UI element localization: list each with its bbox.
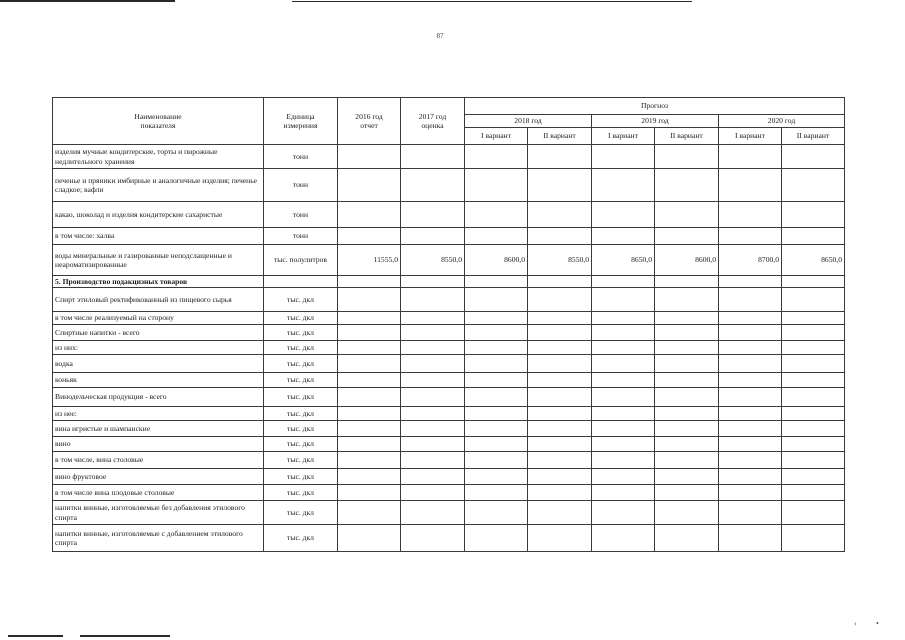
row-value — [401, 355, 465, 373]
row-value — [528, 145, 592, 169]
row-value — [782, 169, 845, 202]
row-value — [465, 341, 528, 355]
header-2020: 2020 год — [719, 115, 845, 128]
row-value — [719, 288, 782, 312]
row-value — [528, 501, 592, 525]
row-value — [401, 202, 465, 228]
row-value — [338, 421, 401, 437]
row-unit: тыс. дкл — [264, 437, 338, 452]
header-2018: 2018 год — [465, 115, 592, 128]
row-value — [782, 485, 845, 501]
row-value — [592, 145, 655, 169]
forecast-table — [52, 97, 845, 552]
row-value — [465, 501, 528, 525]
row-value — [719, 437, 782, 452]
row-value — [465, 469, 528, 485]
row-value — [592, 437, 655, 452]
row-value — [719, 469, 782, 485]
row-unit: тыс. дкл — [264, 388, 338, 407]
row-value: 8600,0 — [655, 245, 719, 276]
row-value — [528, 452, 592, 469]
table-row — [53, 312, 845, 325]
row-value — [782, 501, 845, 525]
row-value — [338, 373, 401, 388]
row-value — [655, 341, 719, 355]
row-unit: тыс. дкл — [264, 355, 338, 373]
row-value — [465, 169, 528, 202]
row-value — [338, 525, 401, 552]
row-value — [465, 325, 528, 341]
row-value — [719, 325, 782, 341]
header-forecast: Прогноз — [465, 98, 845, 115]
row-value — [528, 202, 592, 228]
header-variant-1: I вариант — [719, 128, 782, 145]
header-row-1 — [53, 98, 845, 115]
row-value — [528, 373, 592, 388]
row-unit: тыс. дкл — [264, 452, 338, 469]
row-value — [465, 355, 528, 373]
row-value — [465, 228, 528, 245]
row-name: 5. Производство подакцизных товаров — [53, 276, 264, 288]
header-2017: 2017 год оценка — [401, 98, 465, 145]
top-scan-line-left — [0, 0, 175, 2]
table-row — [53, 373, 845, 388]
row-value — [655, 355, 719, 373]
table-row — [53, 276, 845, 288]
row-value — [592, 452, 655, 469]
row-value — [719, 452, 782, 469]
row-value — [528, 388, 592, 407]
row-value — [782, 355, 845, 373]
row-value — [338, 452, 401, 469]
row-value — [401, 407, 465, 421]
row-value — [655, 485, 719, 501]
row-value — [655, 469, 719, 485]
row-value — [528, 169, 592, 202]
row-value — [782, 469, 845, 485]
row-value — [655, 501, 719, 525]
row-value — [655, 437, 719, 452]
row-value — [719, 501, 782, 525]
row-value — [592, 407, 655, 421]
bottom-scan-line-left — [8, 635, 63, 637]
table-row — [53, 288, 845, 312]
row-value — [401, 388, 465, 407]
row-value — [338, 485, 401, 501]
row-name: Спиртные напитки - всего — [53, 325, 264, 341]
row-value — [338, 437, 401, 452]
row-value: 11555,0 — [338, 245, 401, 276]
table-row — [53, 245, 845, 276]
row-value — [782, 312, 845, 325]
row-value — [401, 169, 465, 202]
row-value — [338, 276, 401, 288]
row-unit: тонн — [264, 169, 338, 202]
row-value — [465, 288, 528, 312]
row-unit: тыс. дкл — [264, 373, 338, 388]
row-name: Спирт этиловый ректификованный из пищевого сырья — [53, 288, 264, 312]
row-value — [592, 312, 655, 325]
row-value — [655, 288, 719, 312]
row-value — [401, 525, 465, 552]
row-unit: тонн — [264, 145, 338, 169]
row-name: вино — [53, 437, 264, 452]
row-value — [401, 145, 465, 169]
table-row — [53, 341, 845, 355]
row-value — [338, 169, 401, 202]
row-value — [465, 312, 528, 325]
row-value: 8650,0 — [782, 245, 845, 276]
row-value — [528, 525, 592, 552]
row-unit: тыс. дкл — [264, 485, 338, 501]
row-value — [338, 407, 401, 421]
row-value — [592, 485, 655, 501]
header-variant-2: II вариант — [528, 128, 592, 145]
table-row — [53, 485, 845, 501]
row-value — [592, 525, 655, 552]
row-name: печенье и пряники имбирные и аналогичные изделия; печенье сладкое; вафли — [53, 169, 264, 202]
row-value — [719, 355, 782, 373]
row-value — [655, 145, 719, 169]
row-value — [782, 288, 845, 312]
row-value — [592, 276, 655, 288]
row-value — [592, 501, 655, 525]
row-value — [401, 421, 465, 437]
page-number: 87 — [436, 32, 444, 40]
row-value — [782, 325, 845, 341]
row-value — [338, 469, 401, 485]
row-value — [655, 312, 719, 325]
row-value — [465, 421, 528, 437]
table-row — [53, 325, 845, 341]
row-value — [528, 228, 592, 245]
row-value — [338, 341, 401, 355]
row-value — [528, 325, 592, 341]
row-value — [401, 325, 465, 341]
row-value — [401, 437, 465, 452]
row-value — [401, 228, 465, 245]
header-variant-2: II вариант — [655, 128, 719, 145]
row-value — [465, 145, 528, 169]
row-name: изделия мучные кондитерские, торты и пирожные недлительного хранения — [53, 145, 264, 169]
row-value — [338, 325, 401, 341]
row-value — [655, 169, 719, 202]
row-name: в том числе: халва — [53, 228, 264, 245]
row-value — [592, 169, 655, 202]
table-row — [53, 202, 845, 228]
row-value — [782, 407, 845, 421]
row-value — [528, 288, 592, 312]
row-value — [465, 373, 528, 388]
row-unit: тыс. дкл — [264, 288, 338, 312]
row-unit: тыс. дкл — [264, 341, 338, 355]
row-value — [592, 341, 655, 355]
row-name: Винодельческая продукция - всего — [53, 388, 264, 407]
row-value — [782, 145, 845, 169]
row-value — [655, 421, 719, 437]
row-value — [782, 373, 845, 388]
table-row — [53, 228, 845, 245]
row-value — [465, 437, 528, 452]
row-name: из них: — [53, 341, 264, 355]
row-value — [401, 373, 465, 388]
table-row — [53, 525, 845, 552]
row-value — [592, 373, 655, 388]
row-name: воды минеральные и газированные неподслащенные и неароматизированные — [53, 245, 264, 276]
row-value — [782, 202, 845, 228]
row-name: коньяк — [53, 373, 264, 388]
row-value — [465, 388, 528, 407]
row-unit: тыс. дкл — [264, 501, 338, 525]
header-variant-2: II вариант — [782, 128, 845, 145]
row-value — [719, 485, 782, 501]
row-value — [719, 228, 782, 245]
row-name: напитки винные, изготовляемые без добавления этилового спирта — [53, 501, 264, 525]
row-value — [338, 228, 401, 245]
row-unit: тыс. дкл — [264, 407, 338, 421]
row-value: 8600,0 — [465, 245, 528, 276]
header-2016: 2016 год отчет — [338, 98, 401, 145]
table-row — [53, 452, 845, 469]
table-row — [53, 169, 845, 202]
row-name: из нее: — [53, 407, 264, 421]
row-value — [528, 485, 592, 501]
row-value — [592, 388, 655, 407]
table-row — [53, 469, 845, 485]
row-name: какао, шоколад и изделия кондитерские сахаристые — [53, 202, 264, 228]
row-name: в том числе вина плодовые столовые — [53, 485, 264, 501]
row-value — [465, 525, 528, 552]
header-unit: Единица измерения — [264, 98, 338, 145]
row-value — [655, 525, 719, 552]
row-value — [655, 276, 719, 288]
header-variant-1: I вариант — [465, 128, 528, 145]
row-value — [719, 525, 782, 552]
row-name: напитки винные, изготовляемые с добавлением этилового спирта — [53, 525, 264, 552]
row-name: вино фруктовое — [53, 469, 264, 485]
row-value — [782, 525, 845, 552]
row-value — [719, 407, 782, 421]
row-value — [782, 276, 845, 288]
row-value — [782, 452, 845, 469]
row-name: водка — [53, 355, 264, 373]
table-row — [53, 421, 845, 437]
row-value — [782, 421, 845, 437]
row-value — [401, 288, 465, 312]
row-value — [338, 312, 401, 325]
row-value — [719, 373, 782, 388]
scan-marks: ‹ • — [854, 619, 879, 628]
row-value — [719, 202, 782, 228]
row-value — [655, 325, 719, 341]
row-value — [592, 325, 655, 341]
table-row — [53, 145, 845, 169]
row-value — [528, 407, 592, 421]
row-unit: тыс. дкл — [264, 325, 338, 341]
row-value — [338, 388, 401, 407]
table-row — [53, 501, 845, 525]
row-value — [465, 276, 528, 288]
row-value — [338, 145, 401, 169]
bottom-scan-line-right — [80, 635, 170, 637]
row-value — [655, 388, 719, 407]
row-value: 8550,0 — [528, 245, 592, 276]
row-value — [719, 388, 782, 407]
row-value — [719, 312, 782, 325]
row-name: вина игристые и шампанские — [53, 421, 264, 437]
row-value — [465, 202, 528, 228]
row-value — [338, 288, 401, 312]
row-value — [401, 485, 465, 501]
row-name: в том числе реализуемый на сторону — [53, 312, 264, 325]
row-unit: тыс. полулитров — [264, 245, 338, 276]
row-value — [719, 341, 782, 355]
row-value — [528, 437, 592, 452]
row-name: в том числе, вина столовые — [53, 452, 264, 469]
row-value — [782, 228, 845, 245]
row-value — [719, 169, 782, 202]
row-unit: тыс. дкл — [264, 469, 338, 485]
row-value: 8650,0 — [592, 245, 655, 276]
header-variant-1: I вариант — [592, 128, 655, 145]
top-scan-line-right — [292, 1, 692, 2]
table-body — [53, 145, 845, 552]
row-value — [401, 312, 465, 325]
row-value — [338, 501, 401, 525]
table-row — [53, 355, 845, 373]
row-value — [782, 437, 845, 452]
row-unit: тонн — [264, 202, 338, 228]
row-value: 8700,0 — [719, 245, 782, 276]
row-value — [465, 407, 528, 421]
row-value — [655, 228, 719, 245]
row-value — [655, 202, 719, 228]
row-value — [782, 341, 845, 355]
row-value — [592, 355, 655, 373]
row-value — [719, 276, 782, 288]
row-value — [719, 145, 782, 169]
row-unit: тонн — [264, 228, 338, 245]
table-row — [53, 437, 845, 452]
row-value — [528, 355, 592, 373]
row-unit: тыс. дкл — [264, 421, 338, 437]
row-value — [592, 228, 655, 245]
row-value — [592, 469, 655, 485]
row-value — [528, 312, 592, 325]
row-value — [719, 421, 782, 437]
row-value — [401, 501, 465, 525]
row-value — [592, 421, 655, 437]
row-value — [465, 485, 528, 501]
table-row — [53, 407, 845, 421]
row-value — [465, 452, 528, 469]
row-value — [782, 388, 845, 407]
row-value — [528, 421, 592, 437]
row-value — [528, 341, 592, 355]
row-value — [528, 276, 592, 288]
row-value — [655, 452, 719, 469]
row-value — [655, 407, 719, 421]
row-unit — [264, 276, 338, 288]
row-value — [338, 355, 401, 373]
header-2019: 2019 год — [592, 115, 719, 128]
header-name: Наименование показателя — [53, 98, 264, 145]
row-value — [401, 341, 465, 355]
row-value — [655, 373, 719, 388]
table-row — [53, 388, 845, 407]
row-unit: тыс. дкл — [264, 312, 338, 325]
row-value — [528, 469, 592, 485]
row-value — [401, 469, 465, 485]
row-unit: тыс. дкл — [264, 525, 338, 552]
row-value — [401, 276, 465, 288]
row-value — [592, 202, 655, 228]
row-value — [338, 202, 401, 228]
row-value — [592, 288, 655, 312]
row-value — [401, 452, 465, 469]
row-value: 8550,0 — [401, 245, 465, 276]
